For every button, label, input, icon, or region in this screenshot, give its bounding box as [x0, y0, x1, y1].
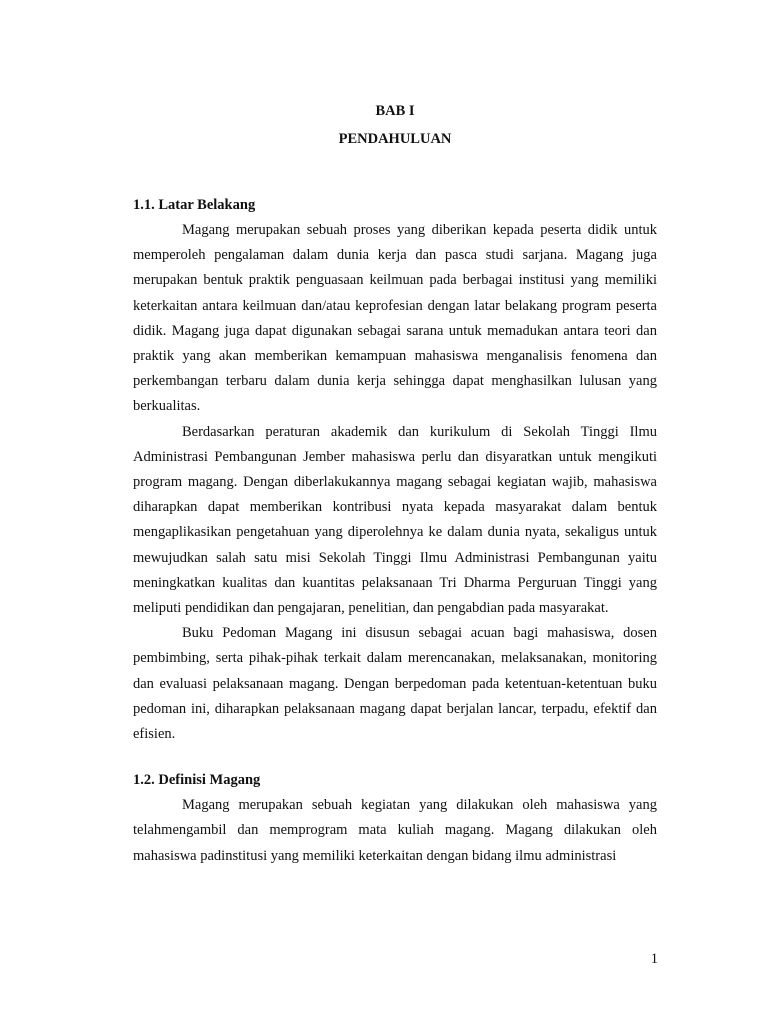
paragraph: Magang merupakan sebuah kegiatan yang dilakukan oleh mahasiswa yang telahmengambil dan memprogram mata kuliah magang. Magang dilakukan oleh mahasiswa padinstitusi yang memiliki keterkaitan dengan bidang ilmu administrasi	[133, 797, 657, 864]
chapter-title: PENDAHULUAN	[338, 131, 452, 147]
section-heading: 1.1. Latar Belakang	[133, 197, 256, 213]
chapter-label: BAB I	[375, 103, 415, 119]
paragraph: Buku Pedoman Magang ini disusun sebagai acuan bagi mahasiswa, dosen pembimbing, serta pihak-pihak terkait dalam merencanakan, melaksanakan, monitoring dan evaluasi pelaksanaan magang. Dengan berpedoman pada ketentuan-ketentuan buku pedoman ini, diharapkan pelaksanaan magang dapat berjalan lancar, terpadu, efektif dan efisien.	[133, 625, 657, 743]
page-number: 1	[650, 951, 658, 967]
section-definisi-magang	[133, 770, 657, 869]
section-latar-belakang	[133, 195, 657, 747]
document-page	[133, 101, 657, 869]
paragraph: Magang merupakan sebuah proses yang diberikan kepada peserta didik untuk memperoleh pengalaman dalam dunia kerja dan pasca studi sarjana. Magang juga merupakan bentuk praktik penguasaan keilmuan pada berbagai institusi yang memiliki keterkaitan antara keilmuan dan/atau keprofesian dengan latar belakang program peserta didik. Magang juga dapat digunakan sebagai sarana untuk memadukan antara teori dan praktik yang akan memberikan kemampuan mahasiswa menganalisis fenomena dan perkembangan terbaru dalam dunia kerja sehingga dapat menghasilkan lulusan yang berkualitas.	[133, 222, 657, 415]
section-heading: 1.2. Definisi Magang	[133, 772, 261, 789]
paragraph: Berdasarkan peraturan akademik dan kurikulum di Sekolah Tinggi Ilmu Administrasi Pembangunan Jember mahasiswa perlu dan disyaratkan untuk mengikuti program magang. Dengan diberlakukannya magang sebagai kegiatan wajib, mahasiswa diharapkan dapat memberikan kontribusi nyata kepada masyarakat dalam bentuk mengaplikasikan pengetahuan yang diperolehnya ke dalam dunia nyata, sekaligus untuk mewujudkan salah satu misi Sekolah Tinggi Ilmu Administrasi Pembangunan yaitu meningkatkan kualitas dan kuantitas pelaksanaan Tri Dharma Perguruan Tinggi yang meliputi pendidikan dan pengajaran, penelitian, dan pengabdian pada masyarakat.	[133, 423, 657, 617]
